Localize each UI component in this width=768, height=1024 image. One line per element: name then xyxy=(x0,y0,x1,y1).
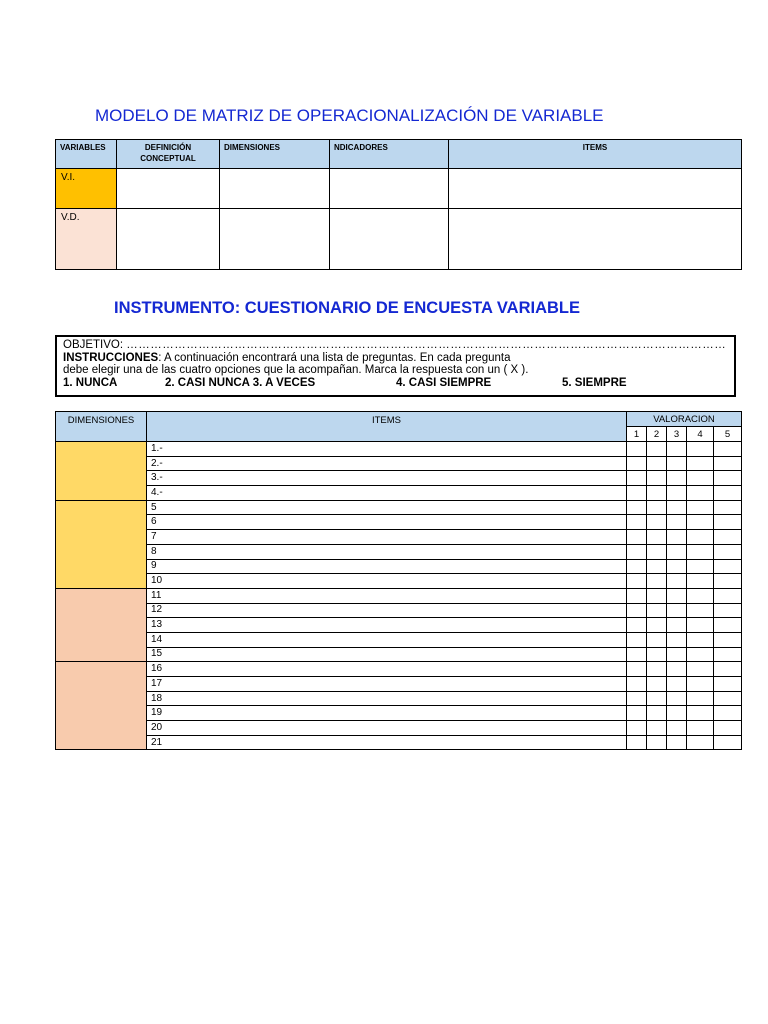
rating-cell[interactable] xyxy=(714,647,742,662)
dimension-cell xyxy=(56,500,147,588)
matrix-header-indicators: NDICADORES xyxy=(330,140,449,169)
option-2-3: 2. CASI NUNCA 3. A VECES xyxy=(165,376,316,389)
rating-cell[interactable] xyxy=(687,618,714,633)
table-row xyxy=(56,500,742,515)
rating-cell[interactable] xyxy=(687,677,714,692)
table-row xyxy=(56,588,742,603)
rating-cell[interactable] xyxy=(647,500,667,515)
rating-cell[interactable] xyxy=(687,456,714,471)
rating-cell[interactable] xyxy=(667,471,687,486)
rating-cell[interactable] xyxy=(714,588,742,603)
rating-cell[interactable] xyxy=(714,456,742,471)
rating-cell[interactable] xyxy=(687,559,714,574)
rating-cell[interactable] xyxy=(627,544,647,559)
rating-cell[interactable] xyxy=(687,735,714,750)
variable-vi-label: V.I. xyxy=(56,169,117,209)
rating-cell[interactable] xyxy=(687,706,714,721)
matrix-header-row xyxy=(56,140,742,169)
rating-cell[interactable] xyxy=(667,721,687,736)
table-row xyxy=(56,559,742,574)
rating-cell[interactable] xyxy=(647,442,667,457)
rating-cell[interactable] xyxy=(714,677,742,692)
rating-cell[interactable] xyxy=(627,603,647,618)
table-row xyxy=(56,471,742,486)
rating-cell[interactable] xyxy=(627,677,647,692)
item-label: 13 xyxy=(147,618,627,633)
table-row xyxy=(56,647,742,662)
dimension-cell xyxy=(56,588,147,661)
operationalization-matrix xyxy=(55,139,742,270)
rating-cell[interactable] xyxy=(714,559,742,574)
rating-cell[interactable] xyxy=(627,515,647,530)
variable-vd-label: V.D. xyxy=(56,209,117,270)
quest-header-valoracion: VALORACION xyxy=(627,412,742,427)
rating-cell[interactable] xyxy=(714,735,742,750)
table-row xyxy=(56,618,742,633)
rating-cell[interactable] xyxy=(627,500,647,515)
instructions-text-2: debe elegir una de las cuatro opciones que la acompañan. Marca la respuesta con un ( X ). xyxy=(63,364,529,376)
rating-cell[interactable] xyxy=(687,486,714,501)
rating-cell[interactable] xyxy=(714,544,742,559)
rating-cell[interactable] xyxy=(627,559,647,574)
rating-cell[interactable] xyxy=(687,574,714,589)
rating-cell[interactable] xyxy=(687,544,714,559)
option-5: 5. SIEMPRE xyxy=(562,376,627,389)
rating-cell[interactable] xyxy=(627,647,647,662)
matrix-cell xyxy=(117,169,220,209)
rating-cell[interactable] xyxy=(714,471,742,486)
rating-cell[interactable] xyxy=(714,603,742,618)
rating-cell[interactable] xyxy=(667,662,687,677)
matrix-cell xyxy=(220,169,330,209)
item-label: 3.- xyxy=(147,471,627,486)
rating-cell[interactable] xyxy=(647,515,667,530)
rating-cell[interactable] xyxy=(714,632,742,647)
matrix-cell xyxy=(330,169,449,209)
rating-cell[interactable] xyxy=(667,588,687,603)
rating-cell[interactable] xyxy=(627,530,647,545)
matrix-cell xyxy=(330,209,449,270)
rating-cell[interactable] xyxy=(647,735,667,750)
item-label: 17 xyxy=(147,677,627,692)
rating-cell[interactable] xyxy=(687,515,714,530)
rating-cell[interactable] xyxy=(714,530,742,545)
rating-cell[interactable] xyxy=(667,647,687,662)
item-label: 21 xyxy=(147,735,627,750)
rating-cell[interactable] xyxy=(667,559,687,574)
table-row xyxy=(56,530,742,545)
table-row xyxy=(56,662,742,677)
rating-cell[interactable] xyxy=(667,486,687,501)
item-label: 7 xyxy=(147,530,627,545)
matrix-cell xyxy=(220,209,330,270)
item-label: 1.- xyxy=(147,442,627,457)
rating-cell[interactable] xyxy=(667,574,687,589)
rating-cell[interactable] xyxy=(687,721,714,736)
table-row xyxy=(56,442,742,457)
table-row xyxy=(56,486,742,501)
rating-cell[interactable] xyxy=(667,706,687,721)
table-row xyxy=(56,721,742,736)
rating-cell[interactable] xyxy=(627,721,647,736)
rating-cell[interactable] xyxy=(687,500,714,515)
scale-1: 1 xyxy=(627,427,647,442)
item-label: 6 xyxy=(147,515,627,530)
matrix-row-vi xyxy=(56,169,742,209)
rating-cell[interactable] xyxy=(714,691,742,706)
objective-line xyxy=(63,339,734,352)
rating-cell[interactable] xyxy=(627,691,647,706)
rating-cell[interactable] xyxy=(627,706,647,721)
rating-cell[interactable] xyxy=(627,486,647,501)
rating-cell[interactable] xyxy=(714,574,742,589)
item-label: 14 xyxy=(147,632,627,647)
rating-cell[interactable] xyxy=(647,618,667,633)
questionnaire-table xyxy=(55,411,742,750)
rating-cell[interactable] xyxy=(647,691,667,706)
rating-cell[interactable] xyxy=(714,515,742,530)
rating-cell[interactable] xyxy=(667,442,687,457)
item-label: 11 xyxy=(147,588,627,603)
matrix-cell xyxy=(449,209,742,270)
rating-cell[interactable] xyxy=(667,456,687,471)
item-label: 12 xyxy=(147,603,627,618)
rating-cell[interactable] xyxy=(647,603,667,618)
option-4: 4. CASI SIEMPRE xyxy=(396,376,492,389)
matrix-row-vd xyxy=(56,209,742,270)
matrix-title: MODELO DE MATRIZ DE OPERACIONALIZACIÓN DE VARIABLE xyxy=(95,106,604,125)
objective-dots: …………………………………………………………………………………………………………………………………… xyxy=(126,339,727,351)
matrix-header-variables: VARIABLES xyxy=(56,140,117,169)
item-label: 10 xyxy=(147,574,627,589)
rating-cell[interactable] xyxy=(714,618,742,633)
rating-cell[interactable] xyxy=(647,721,667,736)
rating-cell[interactable] xyxy=(667,544,687,559)
quest-header-dimensions: DIMENSIONES xyxy=(56,412,147,442)
scale-3: 3 xyxy=(667,427,687,442)
matrix-cell xyxy=(449,169,742,209)
rating-cell[interactable] xyxy=(667,735,687,750)
rating-cell[interactable] xyxy=(667,632,687,647)
rating-cell[interactable] xyxy=(687,662,714,677)
matrix-cell xyxy=(117,209,220,270)
rating-cell[interactable] xyxy=(687,647,714,662)
rating-cell[interactable] xyxy=(647,471,667,486)
item-label: 16 xyxy=(147,662,627,677)
table-row xyxy=(56,574,742,589)
rating-cell[interactable] xyxy=(667,515,687,530)
table-row xyxy=(56,456,742,471)
answer-options xyxy=(63,377,734,390)
rating-cell[interactable] xyxy=(687,442,714,457)
rating-cell[interactable] xyxy=(647,662,667,677)
rating-cell[interactable] xyxy=(627,735,647,750)
rating-cell[interactable] xyxy=(647,559,667,574)
table-row xyxy=(56,544,742,559)
rating-cell[interactable] xyxy=(667,691,687,706)
matrix-header-definition: DEFINICIÓN CONCEPTUAL xyxy=(117,140,220,169)
instructions-box xyxy=(55,335,736,397)
rating-cell[interactable] xyxy=(687,603,714,618)
quest-header-row xyxy=(56,412,742,427)
table-row xyxy=(56,603,742,618)
rating-cell[interactable] xyxy=(647,544,667,559)
rating-cell[interactable] xyxy=(687,530,714,545)
rating-cell[interactable] xyxy=(647,530,667,545)
objective-label: OBJETIVO: xyxy=(63,339,124,351)
instructions-label: INSTRUCCIONES xyxy=(63,351,159,364)
item-label: 4.- xyxy=(147,486,627,501)
rating-cell[interactable] xyxy=(647,647,667,662)
item-label: 2.- xyxy=(147,456,627,471)
item-label: 20 xyxy=(147,721,627,736)
scale-4: 4 xyxy=(687,427,714,442)
instructions-line-1 xyxy=(63,352,734,365)
instrument-title: INSTRUMENTO: CUESTIONARIO DE ENCUESTA VARIABLE xyxy=(114,299,580,317)
rating-cell[interactable] xyxy=(714,500,742,515)
rating-cell[interactable] xyxy=(714,662,742,677)
rating-cell[interactable] xyxy=(647,677,667,692)
rating-cell[interactable] xyxy=(647,486,667,501)
rating-cell[interactable] xyxy=(667,677,687,692)
rating-cell[interactable] xyxy=(714,442,742,457)
rating-cell[interactable] xyxy=(647,706,667,721)
rating-cell[interactable] xyxy=(647,574,667,589)
dimension-cell xyxy=(56,442,147,501)
scale-5: 5 xyxy=(714,427,742,442)
table-row xyxy=(56,632,742,647)
rating-cell[interactable] xyxy=(667,603,687,618)
quest-header-items: ITEMS xyxy=(147,412,627,442)
rating-cell[interactable] xyxy=(667,500,687,515)
rating-cell[interactable] xyxy=(714,721,742,736)
matrix-header-items: ITEMS xyxy=(449,140,742,169)
item-label: 5 xyxy=(147,500,627,515)
item-label: 9 xyxy=(147,559,627,574)
rating-cell[interactable] xyxy=(647,588,667,603)
rating-cell[interactable] xyxy=(627,471,647,486)
item-label: 18 xyxy=(147,691,627,706)
table-row xyxy=(56,515,742,530)
item-label: 19 xyxy=(147,706,627,721)
rating-cell[interactable] xyxy=(627,442,647,457)
item-label: 15 xyxy=(147,647,627,662)
rating-cell[interactable] xyxy=(714,486,742,501)
table-row xyxy=(56,735,742,750)
rating-cell[interactable] xyxy=(627,574,647,589)
rating-cell[interactable] xyxy=(627,662,647,677)
scale-2: 2 xyxy=(647,427,667,442)
item-label: 8 xyxy=(147,544,627,559)
rating-cell[interactable] xyxy=(647,632,667,647)
rating-cell[interactable] xyxy=(667,618,687,633)
option-1: 1. NUNCA xyxy=(63,376,118,389)
rating-cell[interactable] xyxy=(667,530,687,545)
instructions-text-1: : A continuación encontrará una lista de preguntas. En cada pregunta xyxy=(158,351,511,364)
rating-cell[interactable] xyxy=(627,588,647,603)
rating-cell[interactable] xyxy=(687,471,714,486)
rating-cell[interactable] xyxy=(627,456,647,471)
rating-cell[interactable] xyxy=(687,632,714,647)
rating-cell[interactable] xyxy=(627,632,647,647)
rating-cell[interactable] xyxy=(687,691,714,706)
rating-cell[interactable] xyxy=(714,706,742,721)
rating-cell[interactable] xyxy=(627,618,647,633)
table-row xyxy=(56,691,742,706)
matrix-header-dimensions: DIMENSIONES xyxy=(220,140,330,169)
table-row xyxy=(56,706,742,721)
dimension-cell xyxy=(56,662,147,750)
table-row xyxy=(56,677,742,692)
rating-cell[interactable] xyxy=(647,456,667,471)
rating-cell[interactable] xyxy=(687,588,714,603)
